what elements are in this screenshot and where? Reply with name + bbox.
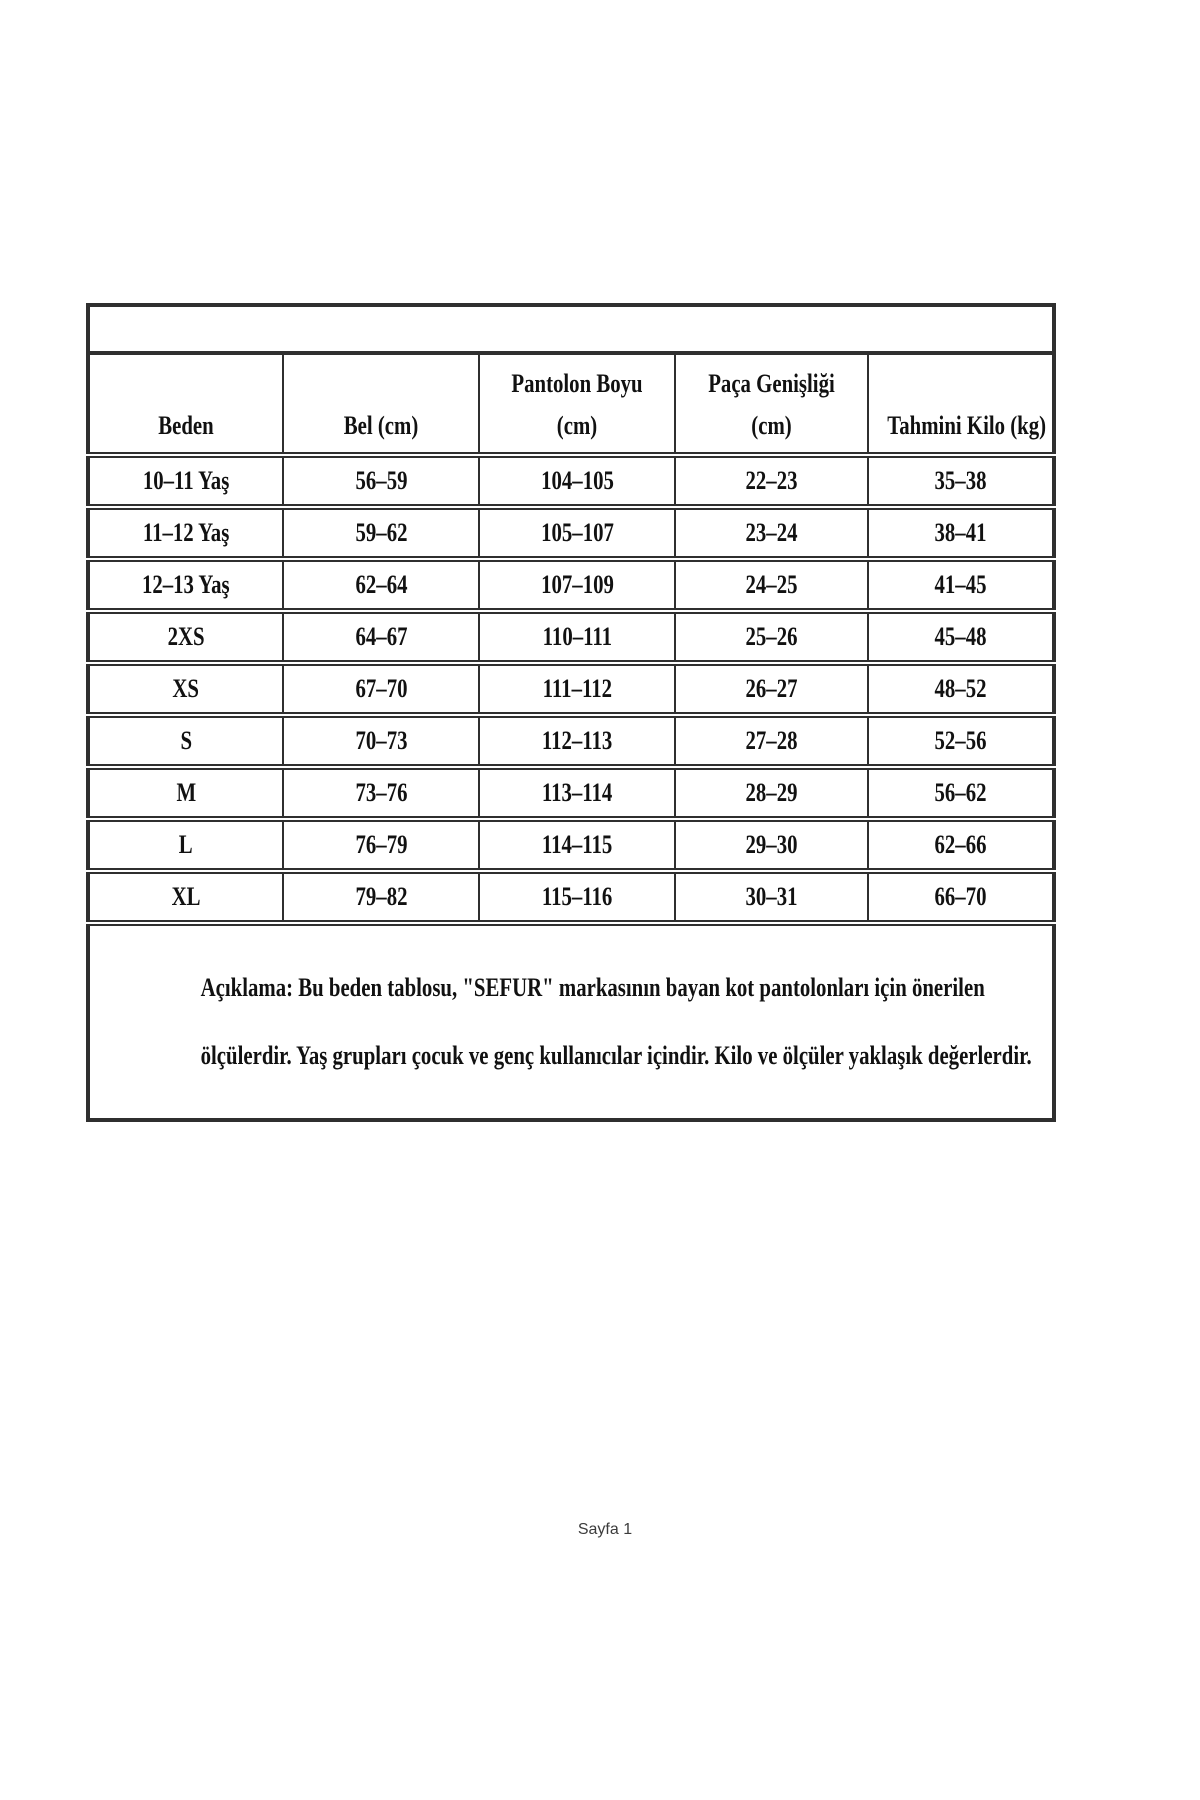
cell-beden xyxy=(88,507,283,559)
cell-pantolon-boyu xyxy=(479,611,675,663)
cell-tahmini-kilo xyxy=(868,819,1054,871)
cell-value: 38–41 xyxy=(934,518,987,547)
cell-value: L xyxy=(179,830,193,859)
cell-beden xyxy=(88,715,283,767)
column-header-tahmini-kilo xyxy=(868,353,1054,455)
cell-bel xyxy=(283,455,479,507)
cell-value: 41–45 xyxy=(934,570,987,599)
table-row-12-13-yas xyxy=(88,559,1054,611)
note-line-1: Açıklama: Bu beden tablosu, "SEFUR" markasının bayan kot pantolonları için önerilen xyxy=(200,973,985,1002)
column-header-pantolon-boyu xyxy=(479,353,675,455)
cell-value: 27–28 xyxy=(745,726,798,755)
cell-bel xyxy=(283,507,479,559)
cell-pantolon-boyu xyxy=(479,871,675,923)
cell-value: 104–105 xyxy=(540,466,614,495)
table-row-xs xyxy=(88,663,1054,715)
empty-band-cell xyxy=(88,305,1054,353)
cell-value: 24–25 xyxy=(745,570,798,599)
cell-paca-genisligi xyxy=(675,559,868,611)
cell-value: 35–38 xyxy=(934,466,987,495)
cell-paca-genisligi xyxy=(675,663,868,715)
cell-pantolon-boyu xyxy=(479,819,675,871)
cell-value: 115–116 xyxy=(541,882,613,911)
cell-beden xyxy=(88,559,283,611)
cell-bel xyxy=(283,767,479,819)
table-row-l xyxy=(88,819,1054,871)
cell-tahmini-kilo xyxy=(868,455,1054,507)
cell-value: 2XS xyxy=(167,622,205,651)
page-number: Sayfa 1 xyxy=(577,1521,633,1538)
cell-bel xyxy=(283,715,479,767)
note-line-2: ölçülerdir. Yaş grupları çocuk ve genç kullanıcılar içindir. Kilo ve ölçüler yaklaşık değerlerdir. xyxy=(200,1041,1032,1070)
cell-value: 111–112 xyxy=(542,674,612,703)
cell-value: 79–82 xyxy=(355,882,407,911)
cell-value: 23–24 xyxy=(745,518,798,547)
cell-tahmini-kilo xyxy=(868,871,1054,923)
table-row-2xs xyxy=(88,611,1054,663)
header-label: Beden xyxy=(158,411,214,440)
cell-beden xyxy=(88,611,283,663)
table-note-row xyxy=(88,923,1054,1120)
cell-value: 70–73 xyxy=(355,726,407,755)
cell-paca-genisligi xyxy=(675,611,868,663)
column-header-beden xyxy=(88,353,283,455)
cell-paca-genisligi xyxy=(675,871,868,923)
cell-value: 62–64 xyxy=(355,570,407,599)
header-label-line2: (cm) xyxy=(556,411,598,440)
cell-paca-genisligi xyxy=(675,767,868,819)
cell-pantolon-boyu xyxy=(479,507,675,559)
cell-tahmini-kilo xyxy=(868,611,1054,663)
cell-pantolon-boyu xyxy=(479,455,675,507)
cell-value: 11–12 Yaş xyxy=(142,518,230,547)
table-top-band xyxy=(88,305,1054,353)
cell-bel xyxy=(283,663,479,715)
header-label-line1: Pantolon Boyu xyxy=(511,369,643,398)
cell-value: 107–109 xyxy=(540,570,614,599)
cell-pantolon-boyu xyxy=(479,767,675,819)
cell-value: 59–62 xyxy=(355,518,407,547)
cell-value: 45–48 xyxy=(934,622,987,651)
cell-value: 30–31 xyxy=(745,882,798,911)
cell-value: 29–30 xyxy=(745,830,798,859)
cell-value: 112–113 xyxy=(541,726,613,755)
cell-tahmini-kilo xyxy=(868,559,1054,611)
column-header-paca-genisligi xyxy=(675,353,868,455)
cell-value: M xyxy=(176,778,196,807)
cell-bel xyxy=(283,611,479,663)
table-row-xl xyxy=(88,871,1054,923)
cell-paca-genisligi xyxy=(675,715,868,767)
cell-paca-genisligi xyxy=(675,819,868,871)
cell-value: 66–70 xyxy=(934,882,987,911)
cell-value: 73–76 xyxy=(355,778,407,807)
cell-value: 12–13 Yaş xyxy=(142,570,230,599)
table-row-10-11-yas xyxy=(88,455,1054,507)
cell-value: 113–114 xyxy=(541,778,613,807)
header-label-line1: Paça Genişliği xyxy=(708,369,835,398)
table-row-s xyxy=(88,715,1054,767)
size-chart-table xyxy=(86,303,1056,1122)
column-header-bel xyxy=(283,353,479,455)
cell-value: 67–70 xyxy=(355,674,407,703)
cell-beden xyxy=(88,663,283,715)
cell-paca-genisligi xyxy=(675,507,868,559)
cell-value: 28–29 xyxy=(745,778,798,807)
cell-value: 52–56 xyxy=(934,726,987,755)
cell-value: 114–115 xyxy=(541,830,613,859)
header-label: Tahmini Kilo (kg) xyxy=(887,411,1047,440)
cell-value: 105–107 xyxy=(540,518,614,547)
cell-value: 10–11 Yaş xyxy=(142,466,230,495)
cell-tahmini-kilo xyxy=(868,715,1054,767)
cell-value: 56–62 xyxy=(934,778,987,807)
cell-beden xyxy=(88,871,283,923)
cell-paca-genisligi xyxy=(675,455,868,507)
cell-tahmini-kilo xyxy=(868,767,1054,819)
cell-bel xyxy=(283,819,479,871)
cell-tahmini-kilo xyxy=(868,663,1054,715)
cell-bel xyxy=(283,871,479,923)
cell-value: 110–111 xyxy=(542,622,612,651)
cell-pantolon-boyu xyxy=(479,715,675,767)
cell-beden xyxy=(88,819,283,871)
table-row-11-12-yas xyxy=(88,507,1054,559)
cell-value: 56–59 xyxy=(355,466,407,495)
header-label-line2: (cm) xyxy=(751,411,792,440)
cell-value: S xyxy=(180,726,192,755)
cell-beden xyxy=(88,767,283,819)
cell-bel xyxy=(283,559,479,611)
table-header-row xyxy=(88,353,1054,455)
cell-value: XL xyxy=(171,882,201,911)
table-row-m xyxy=(88,767,1054,819)
cell-pantolon-boyu xyxy=(479,559,675,611)
cell-value: XS xyxy=(172,674,200,703)
note-cell xyxy=(88,923,1054,1120)
cell-value: 25–26 xyxy=(745,622,798,651)
cell-beden xyxy=(88,455,283,507)
cell-value: 22–23 xyxy=(745,466,798,495)
cell-value: 62–66 xyxy=(934,830,987,859)
header-label: Bel (cm) xyxy=(343,411,419,440)
cell-value: 64–67 xyxy=(355,622,407,651)
cell-pantolon-boyu xyxy=(479,663,675,715)
cell-value: 76–79 xyxy=(355,830,407,859)
cell-value: 26–27 xyxy=(745,674,798,703)
cell-value: 48–52 xyxy=(934,674,987,703)
cell-tahmini-kilo xyxy=(868,507,1054,559)
